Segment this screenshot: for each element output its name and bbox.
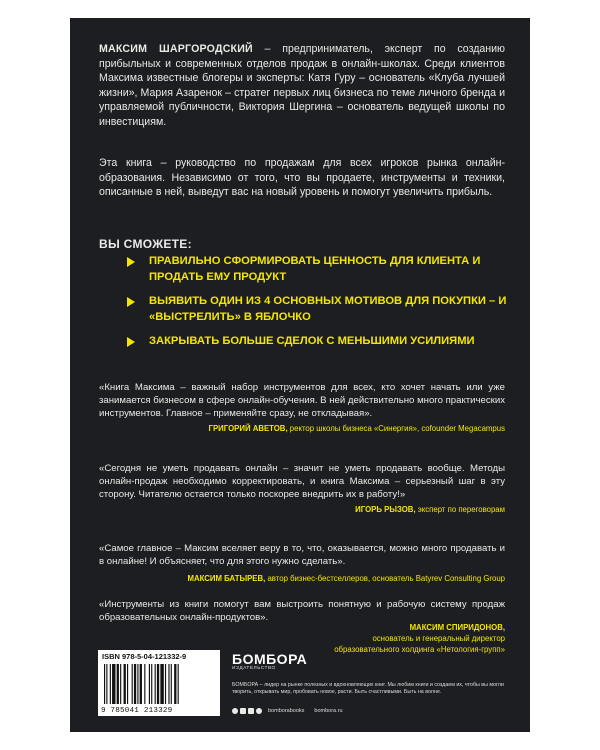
author-bio-text: – предприниматель, эксперт по созданию прибыльных и современных отделов продаж в онлайн-школах. Среди клиентов Максима известные блогеры и эксперты: Катя Гуру – основатель «Клуба лучшей жизни», Мария Азаренок – стратег первых лиц бизнеса по теме личного бренда и управляемой публичности, Виктория Шергина – основатель ведущей школы по инвестициям. [99, 43, 505, 128]
author-name: МАКСИМ ШАРГОРОДСКИЙ [99, 43, 253, 55]
bullet-triangle-icon [127, 257, 135, 267]
publisher-sub: ИЗДАТЕЛЬСТВО [232, 666, 276, 671]
quote-author-name: ИГОРЬ РЫЗОВ, [355, 505, 416, 514]
quote-author-role: образовательного холдинга «Нетология-групп» [334, 645, 505, 654]
isbn-label: ISBN 978-5-04-121332-9 [102, 652, 187, 661]
benefits-list [149, 254, 509, 359]
quote-author [334, 622, 505, 655]
author-bio [99, 42, 505, 129]
instagram-icon [240, 708, 246, 714]
quote-author-name: МАКСИМ СПИРИДОНОВ, [409, 623, 505, 632]
benefit-item: ВЫЯВИТЬ ОДИН ИЗ 4 ОСНОВНЫХ МОТИВОВ ДЛЯ ПОКУПКИ – И «ВЫСТРЕЛИТЬ» В ЯБЛОЧКО [149, 294, 509, 325]
quote-author [187, 573, 505, 584]
quote-author-role: основатель и генеральный директор [372, 634, 505, 643]
quote-author-name: ГРИГОРИЙ АВЕТОВ, [208, 424, 288, 433]
barcode [98, 650, 220, 716]
quote-author [355, 504, 505, 515]
benefit-item: ЗАКРЫВАТЬ БОЛЬШЕ СДЕЛОК С МЕНЬШИМИ УСИЛИЯМИ [149, 334, 509, 350]
publisher-logo [232, 651, 307, 671]
quote-text: «Книга Максима – важный набор инструментов для всех, кто хочет начать или уже занимается бизнесом в сфере онлайн-обучения. В ней действительно много практических инструментов. Главное – применяйте сразу, не откладывая». [99, 382, 505, 420]
barcode-digits: 9 785041 213329 [101, 707, 173, 715]
odnoklassniki-icon [256, 708, 262, 714]
bullet-triangle-icon [127, 297, 135, 307]
quote-author [209, 423, 505, 434]
quote-author-role: ректор школы бизнеса «Синергия», cofounder Megacampus [287, 424, 505, 433]
barcode-bars [104, 664, 214, 704]
benefits-heading: ВЫ СМОЖЕТЕ: [99, 237, 192, 251]
quote-text: «Инструменты из книги помогут вам выстроить понятную и рабочую систему продаж образовательных онлайн-продуктов». [99, 599, 505, 624]
quote-text: «Самое главное – Максим вселяет веру в то, что, оказывается, можно много продавать и в онлайне! И объясняет, что для этого нужно сделать». [99, 543, 505, 568]
quote-author-role: автор бизнес-бестселлеров, основатель Batyrev Consulting Group [265, 574, 505, 583]
publisher-name: БОМБОРА [232, 651, 308, 667]
vk-icon [248, 708, 254, 714]
quote-author-name: МАКСИМ БАТЫРЕВ, [187, 574, 266, 583]
publisher-site: bombora.ru [314, 708, 343, 714]
book-intro: Эта книга – руководство по продажам для всех игроков рынка онлайн-образования. Независимо от того, что вы продаете, инструменты и техники, описанные в ней, выведут вас на новый уровень и помогут увеличить прибыль. [99, 157, 505, 198]
social-handle: bomborabooks [268, 708, 305, 714]
publisher-socials [232, 708, 343, 714]
quote-text: «Сегодня не уметь продавать онлайн – значит не уметь продавать вообще. Методы онлайн-продаж необходимо корректировать, и книга Максима – серьезный шаг в эту сторону. Читателю остается только поскорее внедрить их в работу!» [99, 463, 505, 501]
facebook-icon [232, 708, 238, 714]
quote-author-role: эксперт по переговорам [415, 505, 505, 514]
bullet-triangle-icon [127, 337, 135, 347]
back-cover [70, 18, 530, 732]
publisher-description: БОМБОРА – лидер на рынке полезных и вдохновляющих книг. Мы любим книги и создаем их, чтобы вы могли творить, открывать мир, пробовать новое, расти. Быть счастливыми. Быть на волне. [232, 682, 504, 695]
benefit-item: ПРАВИЛЬНО СФОРМИРОВАТЬ ЦЕННОСТЬ ДЛЯ КЛИЕНТА И ПРОДАТЬ ЕМУ ПРОДУКТ [149, 254, 509, 285]
